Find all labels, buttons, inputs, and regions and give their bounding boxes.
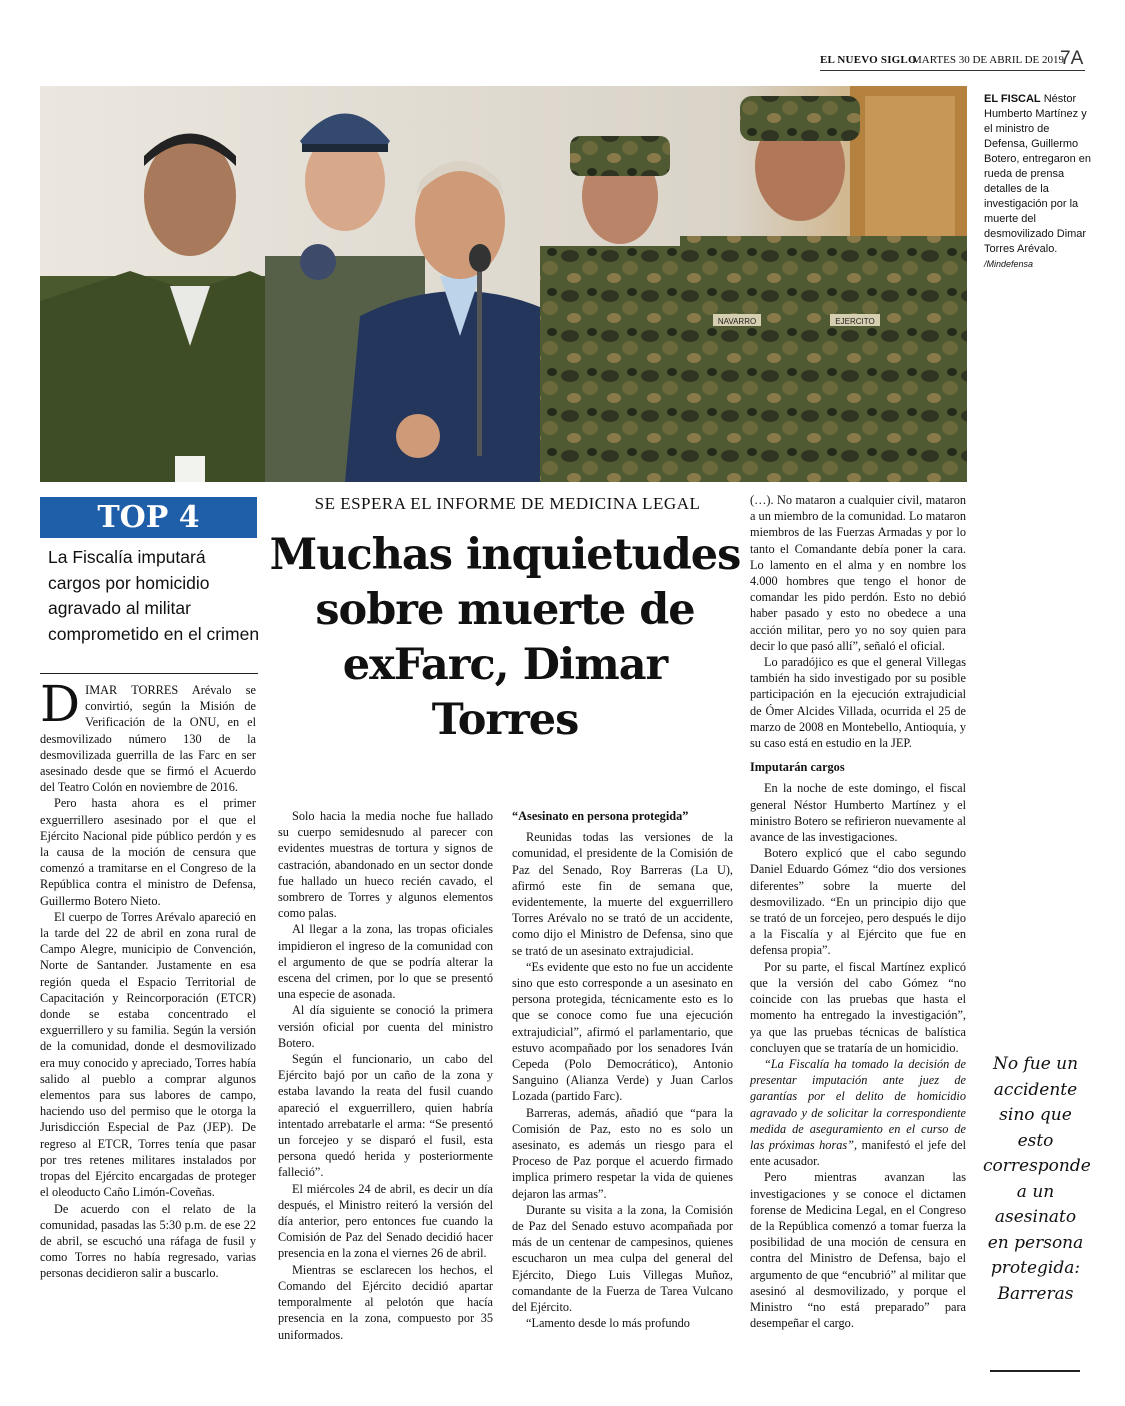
paragraph: Durante su visita a la zona, la Comisión de Paz del Senado estuvo acompañada por más de un centenar de campesinos, quienes escucharon un mea culpa del general del Ejército, Diego Luis Villegas Muñoz, comandante de la Fuerza de Tarea Vulcano del Ejército. [512, 1202, 733, 1315]
article-column-3 [512, 808, 733, 1332]
page-number: 7A [1060, 48, 1084, 69]
paragraph: De acuerdo con el relato de la comunidad, pasadas las 5:30 p.m. de ese 22 de abril, se escuchó una ráfaga de fusil y como Torres no había regresado, varias personas decidieron salir a buscarlo. [40, 1201, 256, 1281]
paragraph: Solo hacia la media noche fue hallado su cuerpo semidesnudo al parecer con evidentes muestras de tortura y signos de castración, abandonado en un sector donde fue hallado un hueco recién cavado, el sombrero de Torres y algunos elementos como palas. [278, 809, 493, 921]
paragraph: Barreras, además, añadió que “para la Comisión de Paz, esto no es solo un asesinato, es además un riesgo para el Proceso de Paz porque el acuerdo firmado implica primero respetar la vida de quienes dejaron las armas”. [512, 1105, 733, 1201]
press-conference-photo [40, 86, 967, 482]
paragraph: Pero hasta ahora es el primer exguerrillero asesinado por el que el Ejército Nacional pide público perdón y es la causa de la moción de censura que comenzó a tramitarse en el Congreso de la República contra el ministro de Defensa, Guillermo Botero Nieto. [40, 796, 256, 908]
issue-date: MARTES 30 DE ABRIL DE 2019 [912, 54, 1065, 66]
paragraph: Mientras se esclarecen los hechos, el Comando del Ejército decidió apartar temporalmente al pelotón que hacía presencia en la zona, compuesto por 35 uniformados. [278, 1262, 493, 1342]
press-conference-illustration [40, 86, 967, 482]
paragraph: (…). No mataron a cualquier civil, mataron a un miembro de la comunidad. Lo mataron miembros de las Fuerzas Armadas y por lo tanto el Comandante debía poner la cara. Lo lamento en el alma y en nombre los 4.000 hombres que tengo el honor de comandar les pido perdón. Esto no debió haber pasado y esto no obedece a una acción militar, pero yo no soy quien para decir lo que pasó allí”, señaló el oficial. [750, 493, 966, 653]
quote-italic: “La Fiscalía ha tomado la decisión de presentar imputación ante juez de garantías por el delito de homicidio agravado y de solicitar la correspondiente medida de aseguramiento en el curso de las próximas horas”, [750, 1056, 966, 1152]
top4-summary: La Fiscalía imputará cargos por homicidio agravado al militar comprometido en el crimen [48, 547, 260, 644]
drop-cap: D [40, 675, 81, 733]
pull-quote-rule [990, 1370, 1080, 1372]
paragraph: Reunidas todas las versiones de la comunidad, el presidente de la Comisión de Paz del Senado, Roy Barreras (La U), afirmó este fin de semana que, evidentemente, la muerte del exguerrillero Torres Arévalo no se trató de un accidente, como dijo el Ministro de Defensa, sino que se trató de un asesinato extrajudicial. [512, 830, 733, 958]
paragraph: “Es evidente que esto no fue un accidente sino que esto corresponde a un asesinato en persona protegida, técnicamente esto es lo que se conoce como fue una ejecución extrajudicial”, afirmó el parlamentario, que estuvo acompañado por los senadores Iván Cepeda (Polo Democrático), Antonio Sanguino (Alianza Verde) y Juan Carlos Lozada (partido Farc). [512, 959, 733, 1104]
paragraph: “La Fiscalía ha tomado la decisión de presentar imputación ante juez de garantías por el delito de homicidio agravado y de solicitar la correspondiente medida de aseguramiento en el curso de las próximas horas”, manifestó el jefe del ente acusador. [750, 1056, 966, 1169]
section-subhead: Imputarán cargos [750, 760, 845, 775]
article-column-4 [750, 492, 966, 1331]
paragraph: Pero mientras avanzan las investigaciones y se conoce el dictamen forense de Medicina Legal, en el Congreso de la República comenzó a tomar fuerza la posibilidad de una moción de censura en contra del Ministro de Defensa, bajo el argumento de que “encubrió” al militar que asesinó al desmovilizado, y porque el Ministro “no está preparado” para desempeñar el cargo. [750, 1170, 966, 1331]
section-subhead: “Asesinato en persona protegida” [512, 809, 689, 823]
paragraph: Lo paradójico es que el general Villegas también ha sido investigado por su posible participación en la ejecución extrajudicial de Ómer Alcides Villada, ocurrida el 25 de marzo de 2008 en Montebello, Antioquia, y su caso está en estudio en la JEP. [750, 655, 966, 751]
paragraph: En la noche de este domingo, el fiscal general Néstor Humberto Martínez y el ministro Botero se refirieron nuevamente al avance de las investigaciones. [750, 781, 966, 845]
header-rule [820, 70, 1085, 71]
uniform-label-navarro: NAVARRO [717, 317, 757, 326]
article-kicker: SE ESPERA EL INFORME DE MEDICINA LEGAL [314, 494, 701, 513]
paragraph: El cuerpo de Torres Arévalo apareció en la tarde del 22 de abril en zona rural de Campo Alegre, municipio de Convención, Norte de Santander. Justamente en esa región queda el Espacio Territorial de Capacitación y Reincorporación (ETCR) donde se estaba concentrado el exguerrillero y su familia. Según la versión de la comunidad, donde el desmovilizado era muy conocido y apreciado, Torres había salido al pueblo a comprar algunos elementos para sus labores de campo, haciendo uso del permiso que le otorga la Jurisdicción Especial de Paz (JEP). De regreso al ETCR, Torres tenía que pasar por tres retenes militares instalados por tropas del Ejército encargadas de proteger el oleoducto Caño Limón-Coveñas. [40, 909, 256, 1200]
paragraph: Al día siguiente se conoció la primera versión oficial por cuenta del ministro Botero. [278, 1003, 493, 1050]
paragraph: Según el funcionario, un cabo del Ejército bajó por un caño de la zona y estaba lavando la reata del fusil cuando apareció el exguerrillero, quien habría intentado arrebatarle el arma: “Se presentó un forcejeo y se disparó el fusil, esta persona quedó herida y posteriormente falleció”. [278, 1052, 493, 1180]
photo-credit: /Mindefensa [984, 259, 1034, 269]
top4-badge: TOP 4 [40, 497, 257, 538]
article-column-1 [40, 675, 256, 1282]
page-header [820, 50, 1085, 72]
paragraph: Botero explicó que el cabo segundo Daniel Eduardo Gómez “dio dos versiones diferentes” sobre la muerte del desmovilizado. “En un principio dijo que se trató de un forcejeo, pero después le dijo a la Fiscalía y al Ejército que fue en defensa propia”. [750, 846, 966, 958]
paragraph: DIMAR TORRES Arévalo se convirtió, según la Misión de Verificación de la ONU, en el desmovilizado número 130 de la desmovilizada guerrilla de las Farc en ser asesinado desde que se firmó el Acuerdo del Teatro Colón en noviembre de 2016. [40, 675, 256, 795]
article-headline: Muchas inquietudes sobre muerte de exFarc, Dimar Torres [269, 530, 741, 745]
caption-lead: EL FISCAL [984, 93, 1041, 105]
top4-rule [40, 673, 258, 674]
caption-text: Néstor Humberto Martínez y el ministro de Defensa, Guillermo Botero, entregaron en rueda de prensa detalles de la investigación por la muerte del desmovilizado Dimar Torres Arévalo. [984, 93, 1092, 255]
pull-quote: No fue un accidente sino que esto corresponde a un asesinato en persona protegida: Barreras [983, 1054, 1091, 1304]
photo-caption [984, 92, 1094, 272]
paragraph: “Lamento desde lo más profundo [526, 1316, 690, 1331]
article-column-2 [278, 808, 493, 1343]
paragraph: Por su parte, el fiscal Martínez explicó que la versión del cabo Gómez “no coincide con las pruebas que hasta el momento ha entregado la investigación”, ya que las pruebas técnicas de balística concluyen que se trataría de un homicidio. [750, 959, 966, 1055]
paragraph: El miércoles 24 de abril, es decir un día después, el Ministro reiteró la versión del día anterior, pero entonces fue cuando la Comisión de Paz del Senado decidió hacer presencia en la zona el viernes 26 de abril. [278, 1181, 493, 1261]
paragraph: Al llegar a la zona, las tropas oficiales impidieron el ingreso de la comunidad con el argumento de que se podría alterar la escena del crimen, por lo que se presentó una especie de asonada. [278, 922, 493, 1002]
newspaper-name: EL NUEVO SIGLO [820, 54, 917, 66]
uniform-label-ejercito: EJERCITO [835, 317, 875, 326]
